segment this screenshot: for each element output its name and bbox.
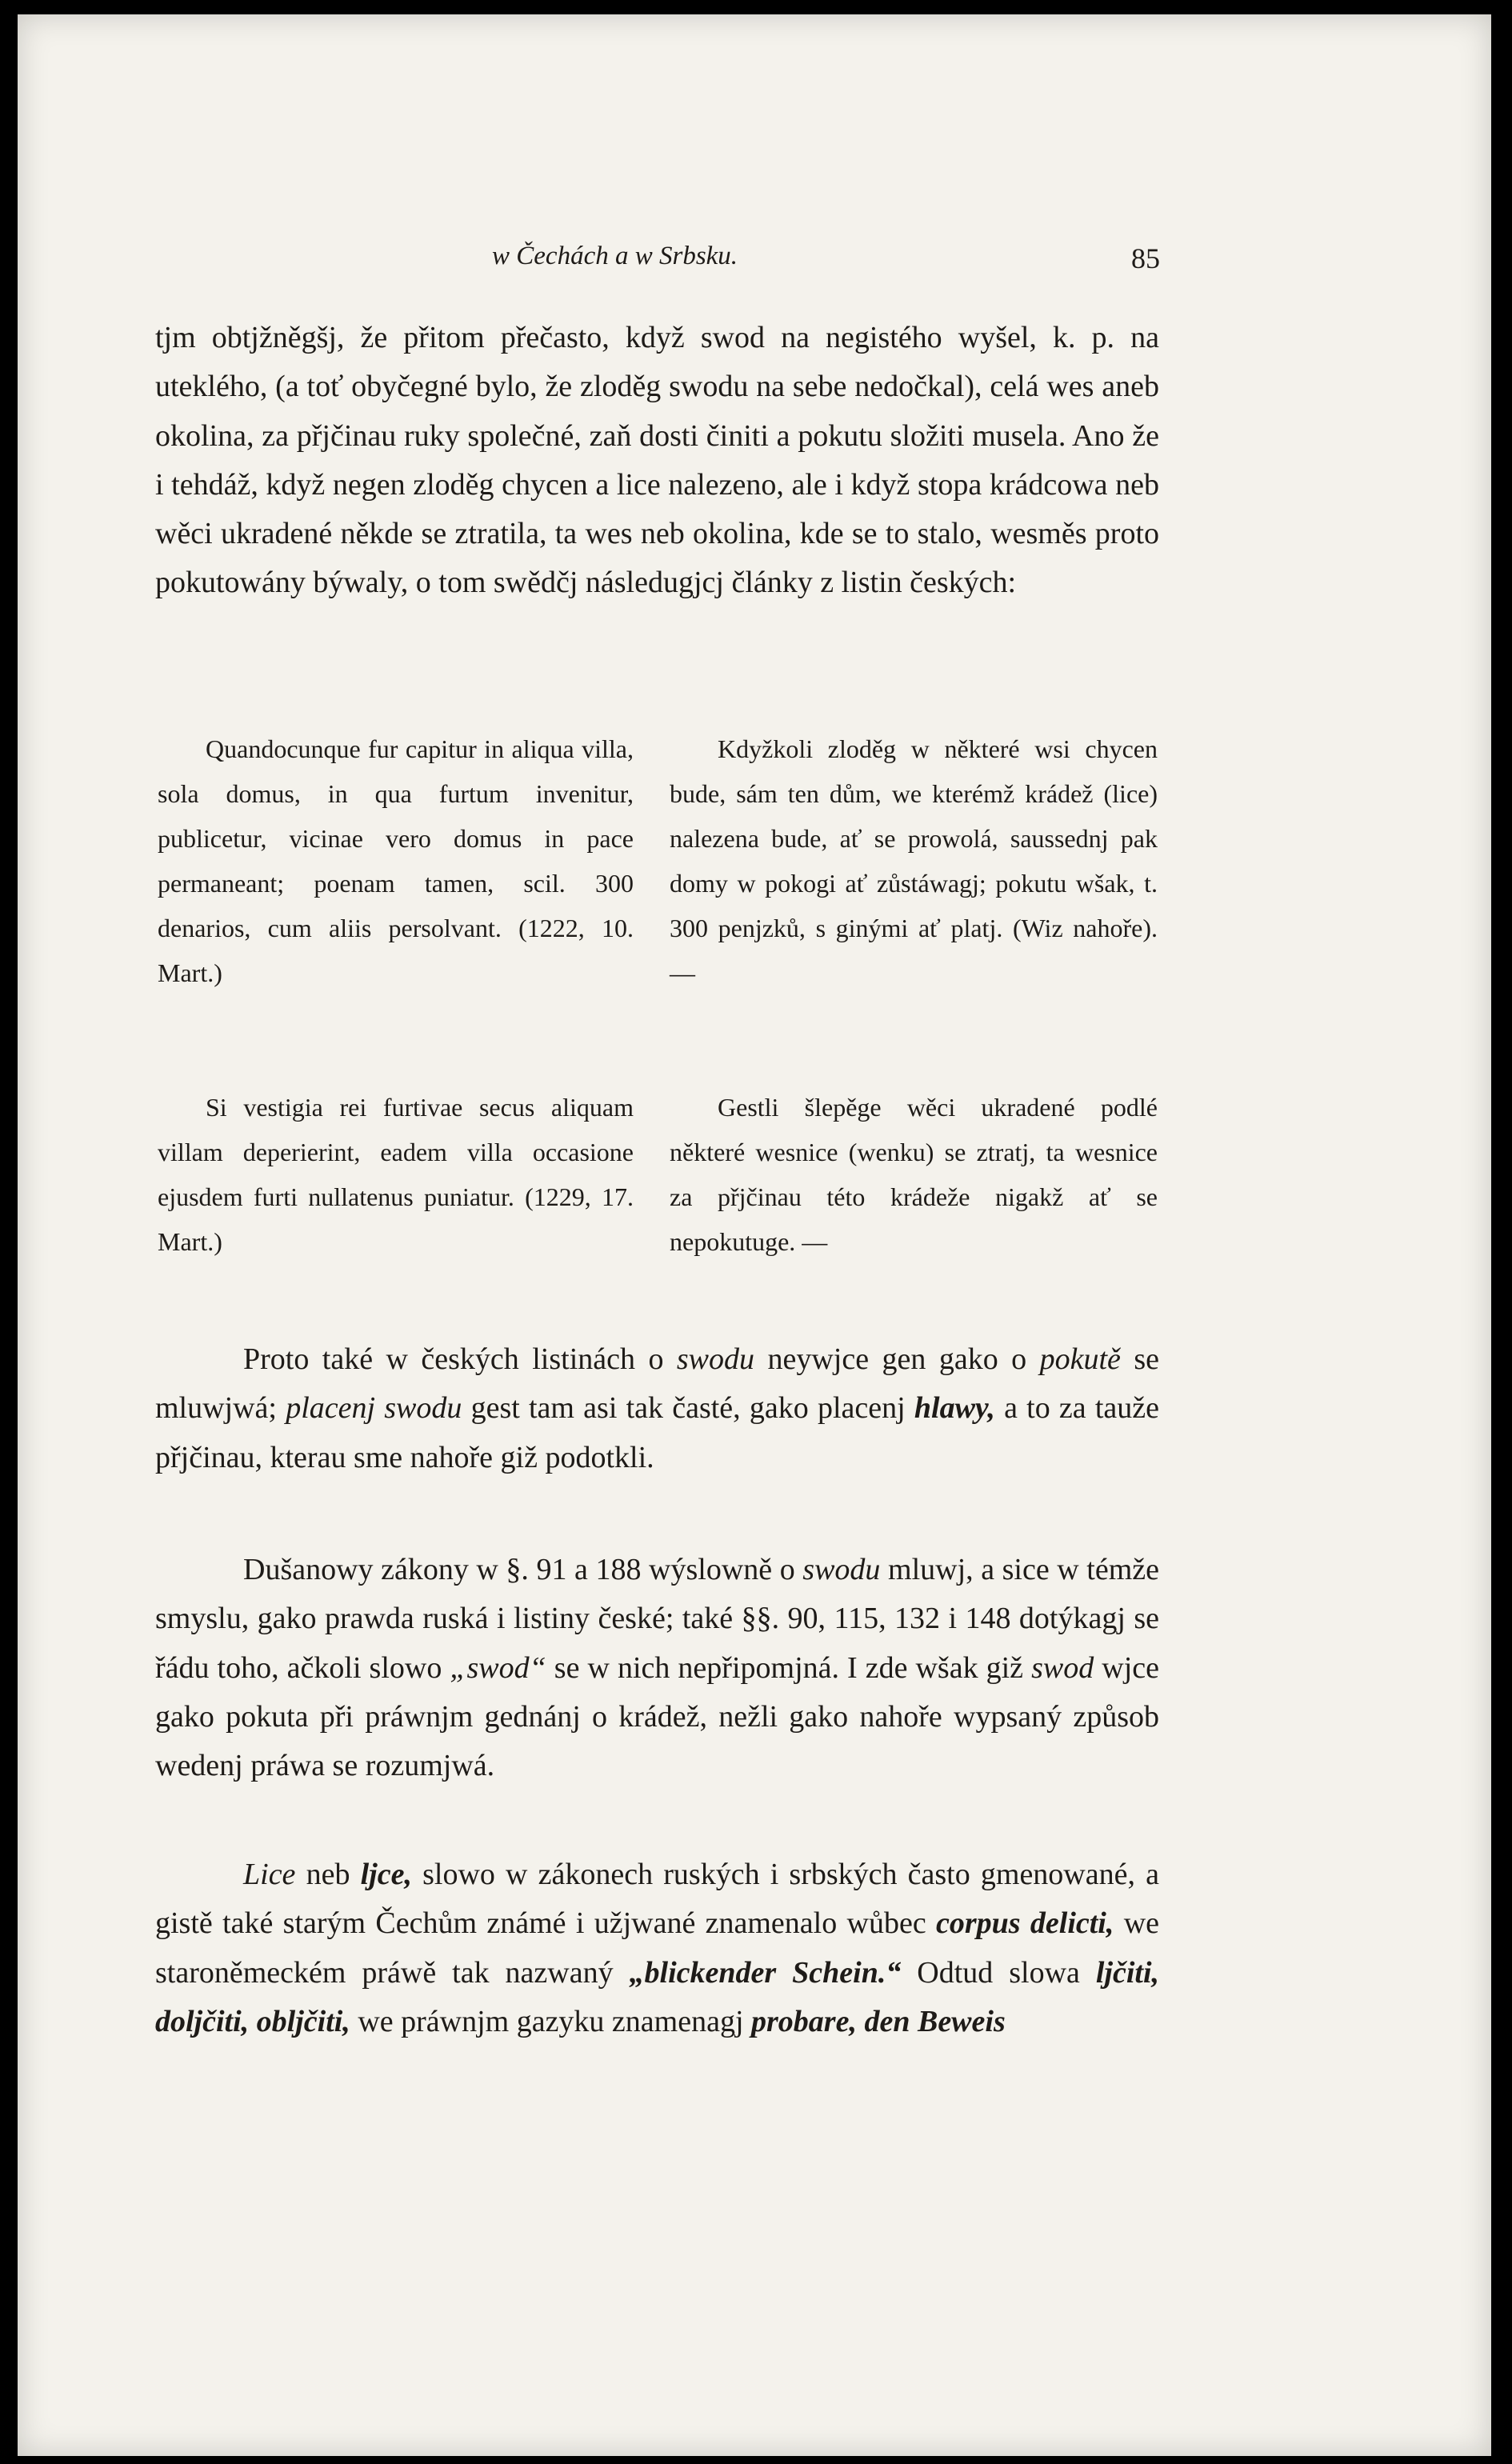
text-run: we práwnjm gazyku znamenagj — [350, 2004, 752, 2038]
bold-italic-term: ljčiti, doljčiti, obljčiti, — [155, 1955, 1159, 2038]
bold-italic-term: den Beweis — [864, 2004, 1006, 2038]
italic-term: Lice — [243, 1858, 296, 1891]
italic-term: swod — [1031, 1650, 1094, 1685]
latin-column — [158, 1085, 634, 1264]
czech-column — [670, 726, 1158, 995]
italic-term: „swod“ — [450, 1650, 546, 1685]
text-run: Dušanowy zákony w §. 91 a 188 wýslowně o — [243, 1553, 803, 1586]
text-run: neywjce gen gako o — [754, 1342, 1040, 1376]
bold-italic-term: hlawy, — [914, 1391, 995, 1426]
text-run: se w nich nepřipomjná. I zde wšak giž — [546, 1650, 1032, 1685]
italic-term: swodu — [676, 1342, 755, 1376]
text-run: mluwj, a sice w témže smyslu, gako prawda ruská i listiny české; také §§. 90, 115, 132 i 148 dotýkagj se řádu toho, ačkoli slowo — [155, 1553, 1159, 1685]
text-run: wjce gako pokuta při práwnjm gednánj o krádež, nežli gako nahoře wypsaný způsob wedenj práwa se rozumjwá. — [155, 1650, 1159, 1783]
text-run: a to za tauže přjčinau, kterau sme nahoře giž podotkli. — [155, 1391, 1160, 1474]
running-head — [160, 242, 1160, 290]
text-run: Proto také w českých listinách o — [243, 1342, 677, 1376]
text-run: we staroněmeckém práwě tak nazwaný — [155, 1906, 1159, 1990]
text-run: Odtud slowa — [901, 1955, 1096, 1990]
latin-column — [158, 726, 634, 995]
bold-italic-term: ljce, — [360, 1858, 412, 1891]
paragraph-swod-pokuta — [155, 1335, 1159, 1482]
text-run: gest tam asi tak časté, gako placenj — [462, 1391, 914, 1426]
running-title: w Čechách a w Srbsku. — [492, 242, 738, 270]
bold-italic-term: corpus delicti, — [936, 1906, 1114, 1941]
page-number: 85 — [1131, 242, 1160, 274]
bold-italic-term: „blickender Schein.“ — [629, 1955, 902, 1990]
paragraph-dusan-laws — [155, 1546, 1159, 1790]
czech-translation: Gestli šlepěge wěci ukradené podlé některé wesnice (wenku) se ztratj, ta wesnice za přjčinau této krádeže nigakž ať se nepokutuge. — — [670, 1093, 1158, 1256]
italic-term: swodu — [802, 1553, 881, 1586]
text-run: neb — [295, 1858, 361, 1891]
bold-italic-term: probare, — [751, 2004, 857, 2038]
paragraph-lice — [155, 1850, 1159, 2046]
czech-column — [670, 1085, 1158, 1264]
text-run: slowo w zákonech ruských i srbských často gmenowané, a gistě také starým Čechům známé i užjwané znamenalo wůbec — [155, 1858, 1159, 1941]
italic-term: pokutě — [1039, 1342, 1121, 1376]
latin-quote: Si vestigia rei furtivae secus aliquam villam deperierint, eadem villa occasione ejusdem furti nullatenus puniatur. (1229, 17. Mart.) — [158, 1093, 634, 1256]
parallel-text-block-2 — [158, 1085, 1158, 1325]
czech-translation: Kdyžkoli zloděg w některé wsi chycen bude, sám ten dům, we kterémž krádež (lice) nalezena bude, ať se prowolá, saussednj pak domy w pokogi ať zůstáwagj; pokutu wšak, t. 300 penjzků, s ginými ať platj. (Wiz nahoře). — — [670, 734, 1158, 987]
book-page — [18, 14, 1491, 2456]
parallel-text-block-1 — [158, 726, 1158, 1094]
italic-term: placenj swodu — [286, 1391, 462, 1426]
latin-quote: Quandocunque fur capitur in aliqua villa, sola domus, in qua furtum invenitur, publicetur, vicinae vero domus in pace permaneant; poenam tamen, scil. 300 denarios, cum aliis persolvant. (1222, 10. Mart.) — [158, 734, 634, 987]
paragraph-continued: tjm obtjžněgšj, že přitom přečasto, když swod na negistého wyšel, k. p. na utekléһo, (a toť obyčegné bylo, že zloděg swodu na sebe nedočkal), celá wes aneb okolina, za přjčinau ruky společné, zaň dosti činiti a pokutu složiti musela. Ano že i tehdáž, když negen zloděg chycen a lice nalezeno, ale i když stopa krádcowa neb wěci ukradené někde se ztratila, ta wes neb okolina, kde se to stalo, wesměs proto pokutowány býwaly, o tom swědčj následugjcj články z listin českých: — [155, 321, 1159, 600]
text-run: se mluwjwá; — [155, 1342, 1159, 1426]
